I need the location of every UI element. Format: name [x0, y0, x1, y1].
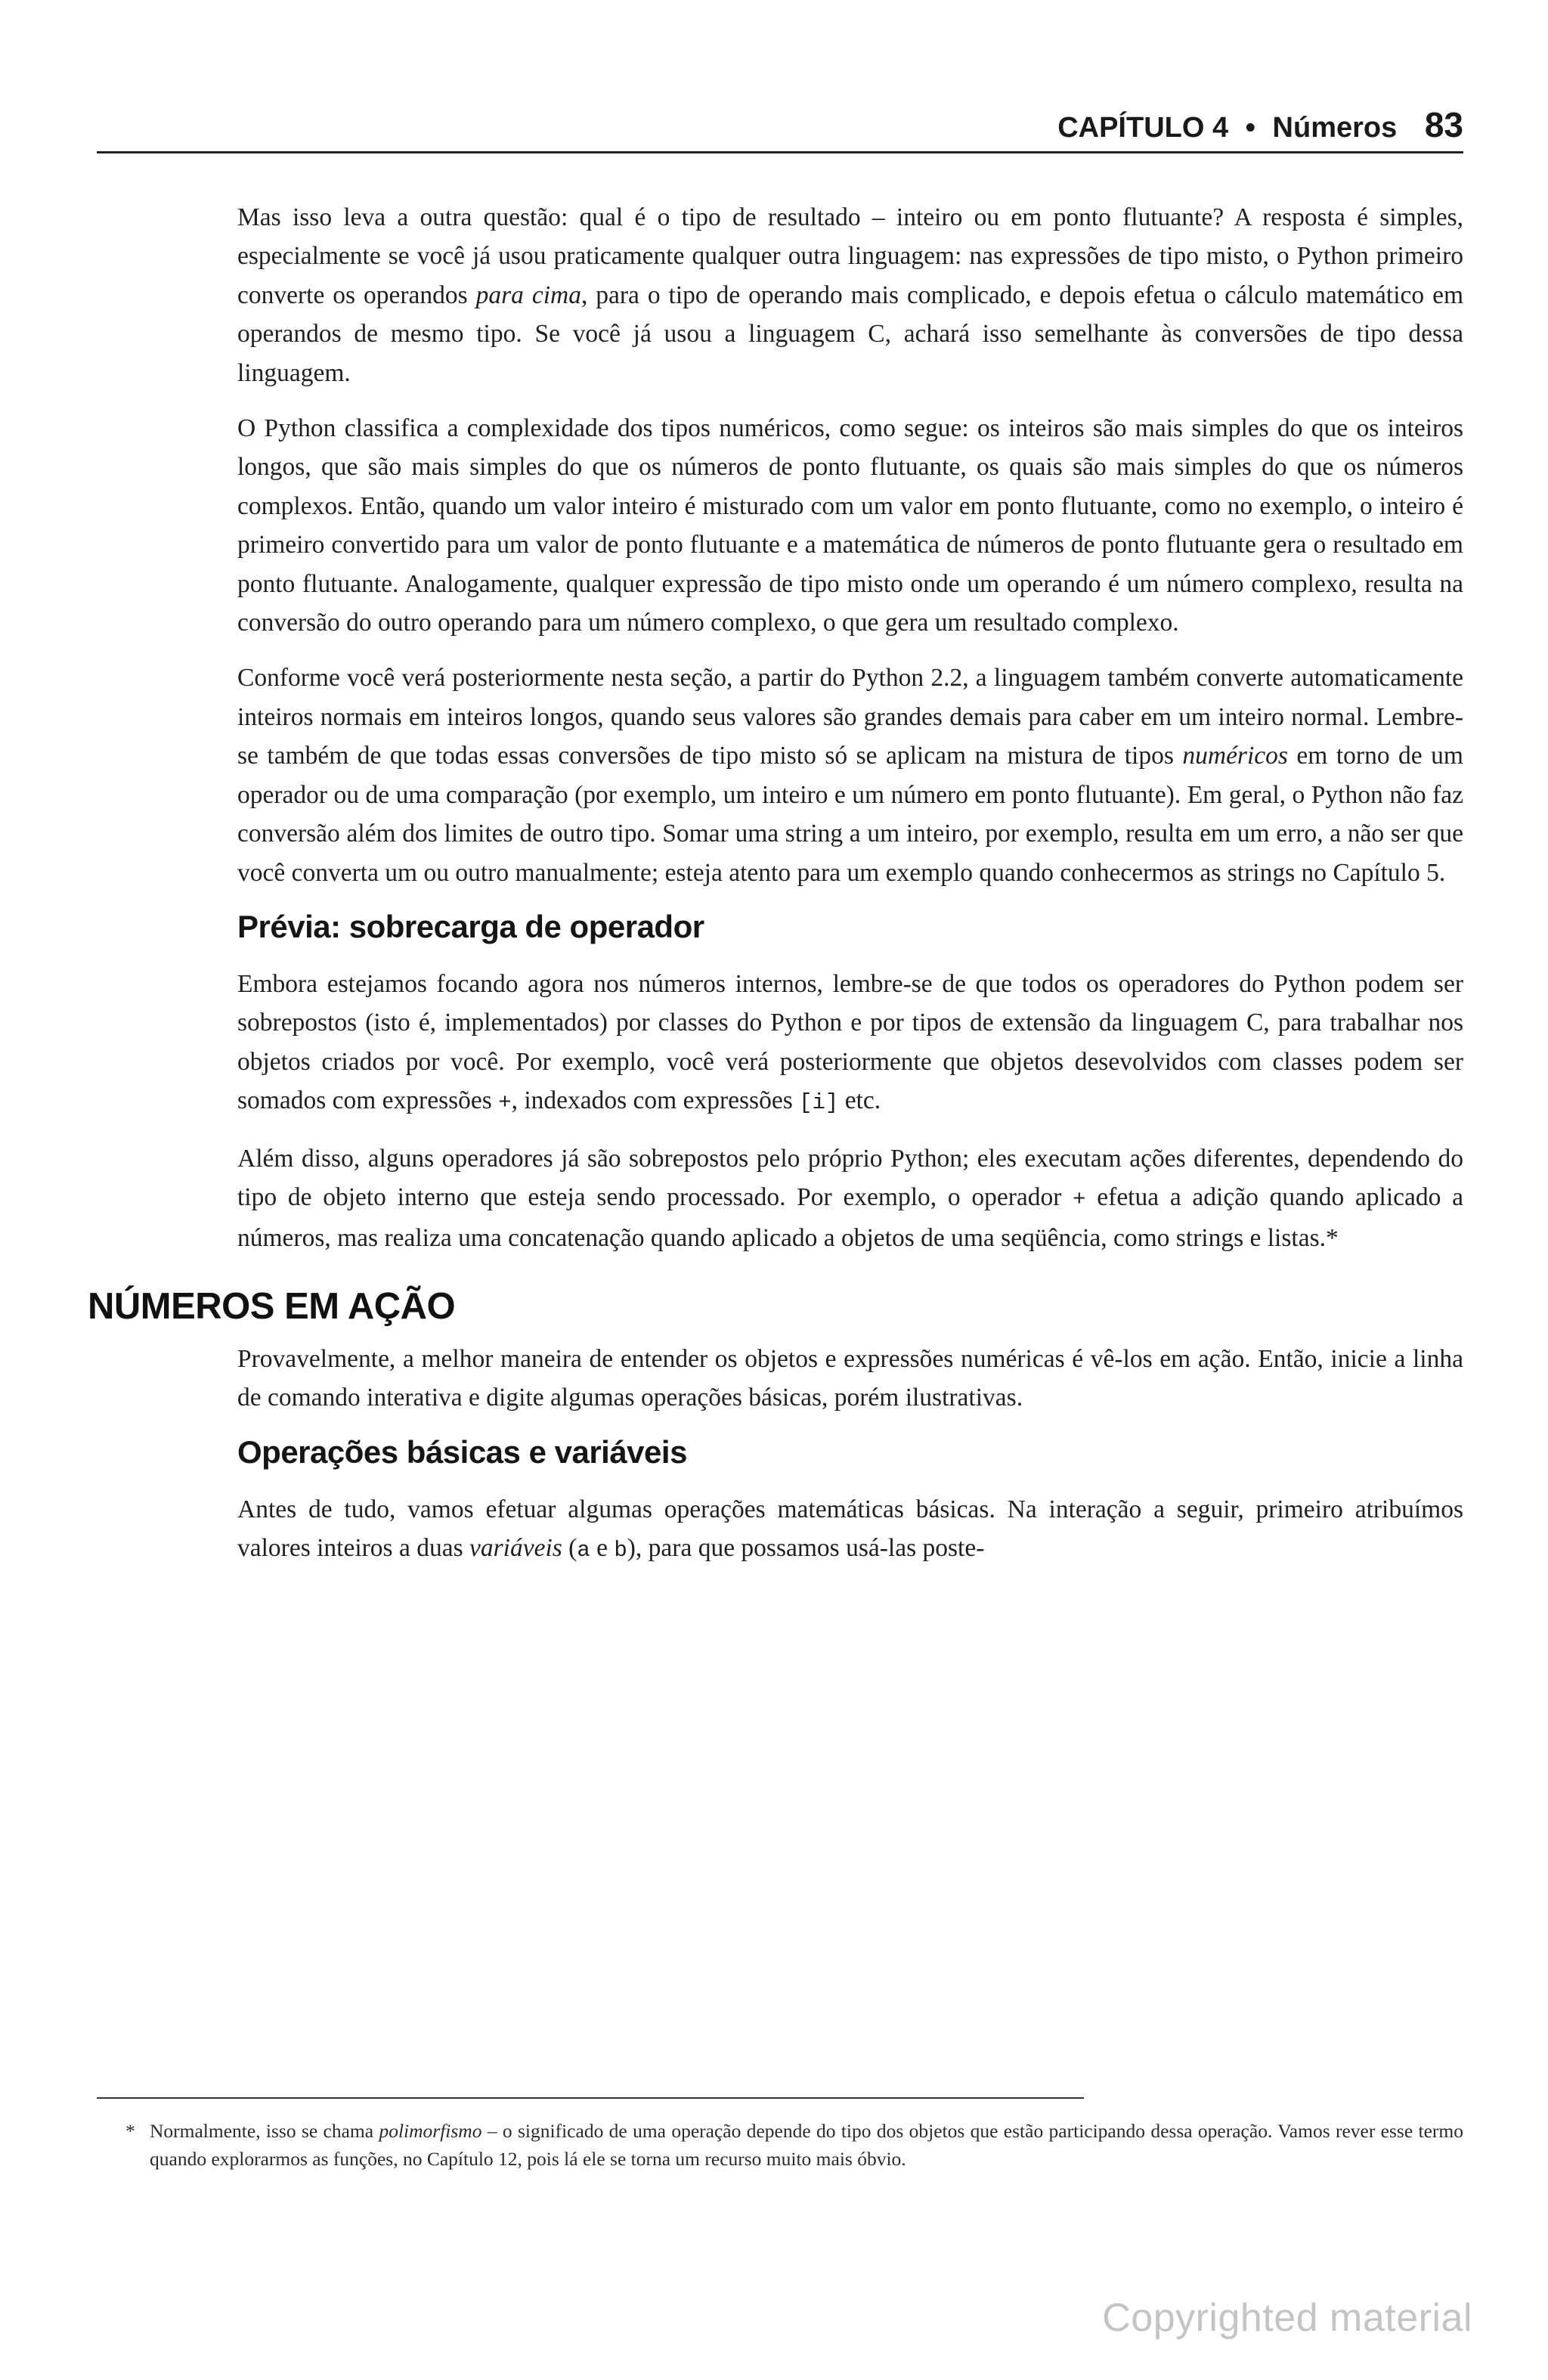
- footnote: [125, 2117, 1463, 2173]
- body-text: [88, 198, 1464, 1586]
- footnote-text: Normalmente, isso se chama polimorfismo – o significado de uma operação depende do tipo dos objetos que estão participando dessa operação. Vamos rever esse termo quando explorarmos as funções, no Capítulo 12, pois lá ele se torna um recurso muito mais óbvio.: [150, 2120, 1463, 2170]
- running-head: [97, 104, 1463, 145]
- header-bullet: •: [1245, 112, 1255, 144]
- paragraph-5: Além disso, alguns operadores já são sobrepostos pelo próprio Python; eles executam ações diferentes, dependendo do tipo de objeto interno que esteja sendo processado. Por exemplo, o operador + efetua a adição quando aplicado a números, mas realiza uma concatenação quando aplicado a objetos de uma seqüência, como strings e listas.*: [237, 1144, 1463, 1253]
- footnote-rule: [97, 2097, 1084, 2099]
- subheading-basic-operations: Operações básicas e variáveis: [237, 1433, 687, 1470]
- paragraph-3: Conforme você verá posteriormente nesta seção, a partir do Python 2.2, a linguagem também converte automaticamente inteiros normais em inteiros longos, quando seus valores são grandes demais para caber em um inteiro normal. Lembre-se também de que todas essas conversões de tipo misto só se aplicam na mistura de tipos numéricos em torno de um operador ou de uma comparação (por exemplo, um inteiro e um número em ponto flutuante). Em geral, o Python não faz conversão além dos limites de outro tipo. Somar uma string a um inteiro, por exemplo, resulta em um erro, a não ser que você converta um ou outro manualmente; esteja atento para um exemplo quando conhecermos as strings no Capítulo 5.: [237, 664, 1463, 887]
- paragraph-6: Provavelmente, a melhor maneira de entender os objetos e expressões numéricas é vê-los em ação. Então, inicie a linha de comando interativa e digite algumas operações básicas, porém ilustrativas.: [237, 1344, 1463, 1412]
- paragraph-7: Antes de tudo, vamos efetuar algumas operações matemáticas básicas. Na interação a seguir, primeiro atribuímos valores inteiros a duas variáveis (a e b), para que possamos usá-las poste-: [237, 1495, 1463, 1563]
- footnote-mark: *: [125, 2120, 135, 2142]
- page-number: 83: [1424, 105, 1463, 144]
- header-rule: [97, 151, 1463, 153]
- section-label: Números: [1272, 112, 1398, 144]
- chapter-label: CAPÍTULO 4: [1057, 112, 1229, 144]
- subheading-preview: Prévia: sobrecarga de operador: [237, 908, 704, 944]
- section-heading: NÚMEROS EM AÇÃO: [88, 1285, 456, 1327]
- paragraph-2: O Python classifica a complexidade dos tipos numéricos, como segue: os inteiros são mais simples do que os inteiros longos, que são mais simples do que os números de ponto flutuante, os quais são mais simples do que os números complexos. Então, quando um valor inteiro é misturado com um valor em ponto flutuante, como no exemplo, o inteiro é primeiro convertido para um valor de ponto flutuante e a matemática de números de ponto flutuante gera o resultado em ponto flutuante. Analogamente, qualquer expressão de tipo misto onde um operando é um número complexo, resulta na conversão do outro operando para um número complexo, o que gera um resultado complexo.: [237, 414, 1463, 637]
- copyright-watermark: Copyrighted material: [1102, 2296, 1472, 2340]
- paragraph-4: Embora estejamos focando agora nos números internos, lembre-se de que todos os operadores do Python podem ser sobrepostos (isto é, implementados) por classes do Python e por tipos de extensão da linguagem C, para trabalhar nos objetos criados por você. Por exemplo, você verá posteriormente que objetos desevolvidos com classes podem ser somados com expressões +, indexados com expressões [i] etc.: [237, 969, 1463, 1116]
- paragraph-1: Mas isso leva a outra questão: qual é o tipo de resultado – inteiro ou em ponto flutuante? A resposta é simples, especialmente se você já usou praticamente qualquer outra linguagem: nas expressões de tipo misto, o Python primeiro converte os operandos para cima, para o tipo de operando mais complicado, e depois efetua o cálculo matemático em operandos de mesmo tipo. Se você já usou a linguagem C, achará isso semelhante às conversões de tipo dessa linguagem.: [237, 203, 1464, 387]
